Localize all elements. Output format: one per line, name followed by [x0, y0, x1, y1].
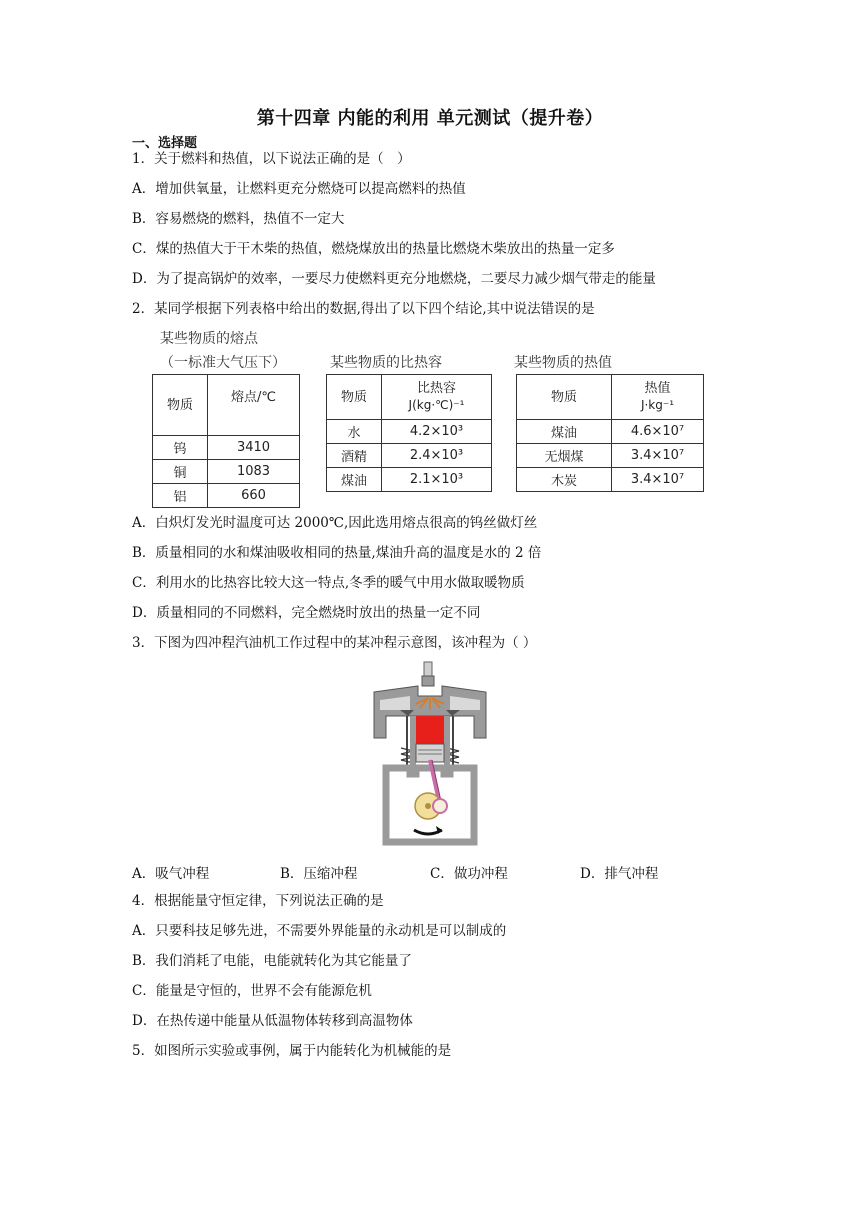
- melting-table-subcaption: （一标准大气压下）: [160, 355, 286, 371]
- specific-heat-col-substance: 物质: [327, 375, 382, 420]
- q4-option-a: A．只要科技足够先进，不需要外界能量的永动机是可以制成的: [132, 923, 507, 939]
- question-4-stem: 4．根据能量守恒定律，下列说法正确的是: [132, 893, 384, 909]
- table-row: [153, 484, 300, 508]
- q3-option-a: A．吸气冲程: [132, 866, 210, 882]
- page-title: 第十四章 内能的利用 单元测试（提升卷）: [256, 108, 604, 129]
- section-heading: 一、选择题: [132, 136, 198, 151]
- melting-cell-name: 铜: [153, 460, 208, 484]
- heat-value-col-unit: J·kg⁻¹: [640, 398, 675, 412]
- heat-value-cell-name: 木炭: [517, 468, 612, 492]
- melting-col-value: 熔点/℃: [208, 375, 300, 436]
- q2-option-d: D．质量相同的不同燃料，完全燃烧时放出的热量一定不同: [132, 605, 481, 621]
- heat-value-table: [516, 374, 704, 492]
- heat-value-cell-name: 无烟煤: [517, 444, 612, 468]
- melting-cell-value: 3410: [208, 436, 300, 460]
- specific-heat-cell-name: 酒精: [327, 444, 382, 468]
- melting-table-caption: 某些物质的熔点: [160, 331, 258, 347]
- q1-option-b: B．容易燃烧的燃料，热值不一定大: [132, 211, 345, 227]
- melting-col-substance: 物质: [153, 375, 208, 436]
- engine-diagram: [370, 656, 490, 852]
- melting-cell-value: 1083: [208, 460, 300, 484]
- data-tables-figure: [146, 326, 716, 505]
- table-row: [327, 420, 492, 444]
- heat-value-col-substance: 物质: [517, 375, 612, 420]
- q2-option-b: B．质量相同的水和煤油吸收相同的热量,煤油升高的温度是水的 2 倍: [132, 545, 542, 561]
- melting-cell-name: 钨: [153, 436, 208, 460]
- q3-option-c: C．做功冲程: [430, 866, 508, 882]
- table-row: [517, 444, 704, 468]
- heat-value-cell-value: 4.6×10⁷: [612, 420, 704, 444]
- table-row: [327, 468, 492, 492]
- heat-value-col-value: [612, 375, 704, 420]
- question-2-stem: 2．某同学根据下列表格中给出的数据,得出了以下四个结论,其中说法错误的是: [132, 301, 595, 317]
- q3-option-d: D．排气冲程: [580, 866, 659, 882]
- specific-heat-cell-value: 2.1×10³: [382, 468, 492, 492]
- table-row: [153, 460, 300, 484]
- melting-cell-name: 铝: [153, 484, 208, 508]
- specific-heat-table: [326, 374, 492, 492]
- table-row: [327, 444, 492, 468]
- heat-value-cell-name: 煤油: [517, 420, 612, 444]
- heat-value-cell-value: 3.4×10⁷: [612, 468, 704, 492]
- table-row: [517, 468, 704, 492]
- specific-heat-col-label: 比热容: [416, 381, 456, 396]
- q4-option-c: C．能量是守恒的，世界不会有能源危机: [132, 983, 372, 999]
- melting-cell-value: 660: [208, 484, 300, 508]
- piston: [416, 744, 444, 762]
- q3-options: [132, 862, 732, 880]
- heat-value-table-caption: 某些物质的热值: [514, 355, 612, 371]
- question-3-stem: 3．下图为四冲程汽油机工作过程中的某冲程示意图，该冲程为（ ）: [132, 635, 537, 651]
- heat-value-col-label: 热值: [644, 381, 671, 396]
- q2-option-c: C．利用水的比热容比较大这一特点,冬季的暖气中用水做取暖物质: [132, 575, 525, 591]
- specific-heat-table-caption: 某些物质的比热容: [330, 355, 442, 371]
- q1-option-a: A．增加供氧量，让燃料更充分燃烧可以提高燃料的热值: [132, 181, 466, 197]
- q1-option-d: D．为了提高锅炉的效率，一要尽力使燃料更充分地燃烧，二要尽力减少烟气带走的能量: [132, 271, 656, 287]
- q4-option-b: B．我们消耗了电能，电能就转化为其它能量了: [132, 953, 412, 969]
- heat-value-cell-value: 3.4×10⁷: [612, 444, 704, 468]
- specific-heat-cell-name: 煤油: [327, 468, 382, 492]
- specific-heat-cell-value: 2.4×10³: [382, 444, 492, 468]
- specific-heat-cell-value: 4.2×10³: [382, 420, 492, 444]
- specific-heat-col-unit: J(kg·℃)⁻¹: [408, 398, 465, 412]
- melting-point-table: [152, 374, 300, 508]
- specific-heat-col-value: [382, 375, 492, 420]
- q4-option-d: D．在热传递中能量从低温物体转移到高温物体: [132, 1013, 413, 1029]
- q2-option-a: A．白炽灯发光时温度可达 2000℃,因此选用熔点很高的钨丝做灯丝: [132, 515, 538, 531]
- specific-heat-cell-name: 水: [327, 420, 382, 444]
- table-row: [153, 436, 300, 460]
- q1-option-c: C．煤的热值大于干木柴的热值，燃烧煤放出的热量比燃烧木柴放出的热量一定多: [132, 241, 615, 257]
- table-row: [517, 420, 704, 444]
- combustion-chamber: [416, 716, 444, 744]
- question-1-stem: 1．关于燃料和热值，以下说法正确的是（ ）: [132, 151, 411, 167]
- question-5-stem: 5．如图所示实验或事例，属于内能转化为机械能的是: [132, 1043, 452, 1059]
- q3-option-b: B．压缩冲程: [280, 866, 358, 882]
